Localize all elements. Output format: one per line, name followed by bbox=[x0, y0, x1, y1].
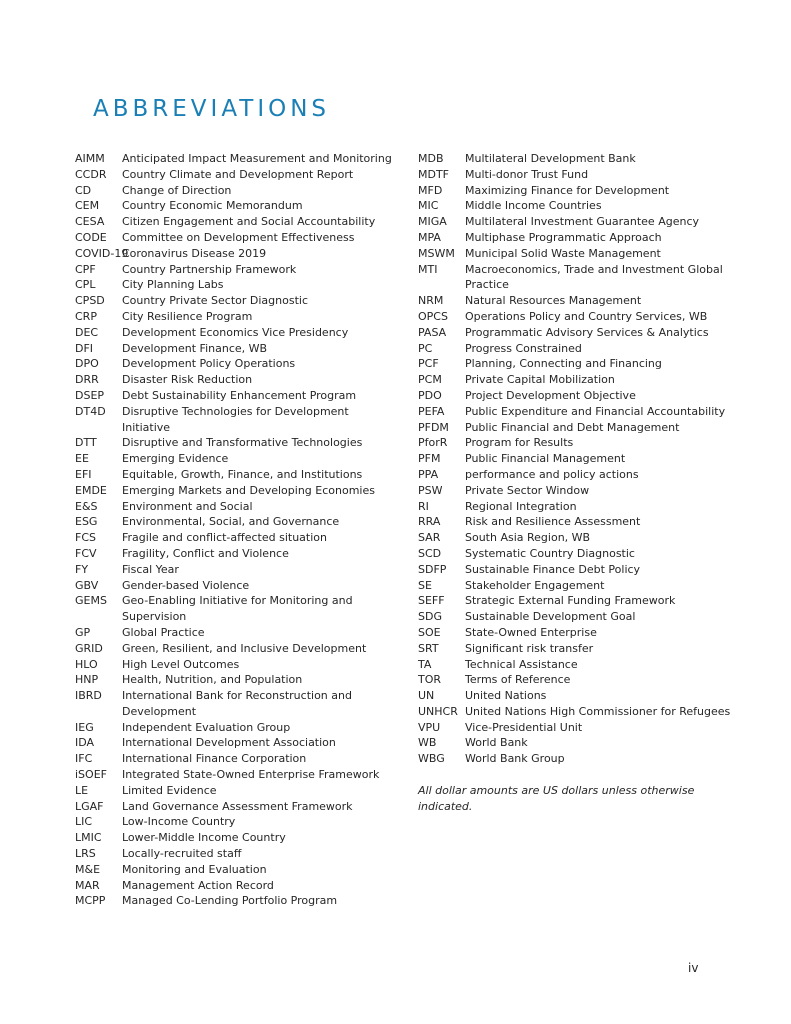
abbreviation-definition: Stakeholder Engagement bbox=[465, 578, 605, 592]
abbreviation-term: IFC bbox=[75, 752, 93, 766]
right-column-entries bbox=[418, 151, 738, 767]
abbreviation-term: GP bbox=[75, 625, 91, 639]
abbreviation-term: NRM bbox=[418, 294, 444, 308]
abbreviation-definition: Private Capital Mobilization bbox=[465, 373, 615, 387]
abbreviation-definition: Program for Results bbox=[465, 436, 574, 450]
abbreviation-entry bbox=[418, 246, 738, 262]
abbreviation-term: PFDM bbox=[418, 420, 449, 434]
abbreviation-definition: Programmatic Advisory Services & Analytics bbox=[465, 325, 709, 339]
abbreviation-entry bbox=[75, 514, 395, 530]
abbreviation-term: DSEP bbox=[75, 388, 105, 402]
abbreviation-term: SAR bbox=[418, 531, 441, 545]
abbreviation-term: MFD bbox=[418, 183, 443, 197]
abbreviation-entry bbox=[75, 735, 395, 751]
abbreviation-term: UNHCR bbox=[418, 704, 458, 718]
abbreviation-definition: Health, Nutrition, and Population bbox=[122, 673, 303, 687]
abbreviation-entry bbox=[75, 862, 395, 878]
abbreviation-term: RRA bbox=[418, 515, 441, 529]
abbreviation-definition: International Finance Corporation bbox=[122, 752, 307, 766]
abbreviation-definition: Development Finance, WB bbox=[122, 341, 268, 355]
abbreviation-definition: World Bank bbox=[465, 736, 528, 750]
abbreviation-definition: Citizen Engagement and Social Accountability bbox=[122, 215, 376, 229]
abbreviation-entry bbox=[75, 372, 395, 388]
abbreviation-definition: South Asia Region, WB bbox=[465, 531, 591, 545]
abbreviation-definition: Significant risk transfer bbox=[465, 641, 594, 655]
abbreviation-definition: State-Owned Enterprise bbox=[465, 625, 597, 639]
abbreviation-definition: Fiscal Year bbox=[122, 562, 179, 576]
abbreviation-definition: Maximizing Finance for Development bbox=[465, 183, 670, 197]
abbreviation-entry bbox=[418, 625, 738, 641]
abbreviation-term: FCV bbox=[75, 546, 97, 560]
abbreviation-definition: Disaster Risk Reduction bbox=[122, 373, 253, 387]
abbreviation-term: EFI bbox=[75, 467, 92, 481]
abbreviation-definition: Terms of Reference bbox=[465, 673, 571, 687]
abbreviation-entry bbox=[418, 167, 738, 183]
abbreviation-definition: Locally-recruited staff bbox=[122, 847, 242, 861]
abbreviation-definition: Sustainable Finance Debt Policy bbox=[465, 562, 641, 576]
abbreviation-entry bbox=[75, 546, 395, 562]
abbreviation-entry bbox=[75, 451, 395, 467]
abbreviation-definition: Disruptive and Transformative Technologies bbox=[122, 436, 363, 450]
abbreviation-definition: Planning, Connecting and Financing bbox=[465, 357, 662, 371]
abbreviation-entry bbox=[418, 404, 738, 420]
abbreviation-definition: Operations Policy and Country Services, WB bbox=[465, 309, 708, 323]
abbreviation-entry bbox=[75, 483, 395, 499]
abbreviation-definition: Gender-based Violence bbox=[122, 578, 250, 592]
abbreviation-definition: Committee on Development Effectiveness bbox=[122, 230, 355, 244]
abbreviation-term: VPU bbox=[418, 720, 441, 734]
abbreviation-entry bbox=[418, 751, 738, 767]
abbreviation-term: FCS bbox=[75, 531, 96, 545]
abbreviation-term: GRID bbox=[75, 641, 103, 655]
abbreviation-term: PSW bbox=[418, 483, 443, 497]
abbreviation-entry bbox=[75, 467, 395, 483]
abbreviation-definition: Limited Evidence bbox=[122, 783, 217, 797]
abbreviation-entry bbox=[418, 341, 738, 357]
abbreviation-term: PCM bbox=[418, 373, 442, 387]
abbreviation-definition: Middle Income Countries bbox=[465, 199, 602, 213]
abbreviation-definition: Management Action Record bbox=[122, 878, 274, 892]
abbreviation-term: EMDE bbox=[75, 483, 107, 497]
abbreviation-definition: World Bank Group bbox=[465, 752, 565, 766]
abbreviation-entry bbox=[418, 657, 738, 673]
abbreviation-definition: City Resilience Program bbox=[122, 309, 253, 323]
abbreviation-definition: Multi-donor Trust Fund bbox=[465, 167, 589, 181]
abbreviation-term: IDA bbox=[75, 736, 95, 750]
abbreviation-term: LE bbox=[75, 783, 89, 797]
abbreviation-definition: City Planning Labs bbox=[122, 278, 224, 292]
abbreviation-term: PC bbox=[418, 341, 433, 355]
abbreviation-term: LGAF bbox=[75, 799, 104, 813]
abbreviation-term: FY bbox=[75, 562, 89, 576]
abbreviation-entry bbox=[75, 893, 395, 909]
abbreviation-definition: Sustainable Development Goal bbox=[465, 610, 636, 624]
abbreviation-term: PEFA bbox=[418, 404, 445, 418]
abbreviation-term: PASA bbox=[418, 325, 447, 339]
abbreviation-entry bbox=[75, 167, 395, 183]
abbreviation-definition: Macroeconomics, Trade and Investment Global Practice bbox=[465, 262, 723, 292]
abbreviation-term: IEG bbox=[75, 720, 94, 734]
abbreviation-term: DT4D bbox=[75, 404, 106, 418]
abbreviation-entry bbox=[418, 198, 738, 214]
abbreviation-term: HLO bbox=[75, 657, 98, 671]
abbreviation-entry bbox=[418, 262, 738, 294]
abbreviation-term: E&S bbox=[75, 499, 98, 513]
abbreviation-entry bbox=[418, 214, 738, 230]
abbreviation-definition: Strategic External Funding Framework bbox=[465, 594, 676, 608]
abbreviation-term: MIC bbox=[418, 199, 439, 213]
abbreviation-term: DRR bbox=[75, 373, 99, 387]
abbreviation-term: TOR bbox=[418, 673, 442, 687]
abbreviation-entry bbox=[75, 641, 395, 657]
abbreviation-definition: Vice-Presidential Unit bbox=[465, 720, 583, 734]
abbreviation-entry bbox=[418, 325, 738, 341]
abbreviation-term: CESA bbox=[75, 215, 105, 229]
abbreviation-entry bbox=[418, 514, 738, 530]
abbreviation-definition: United Nations bbox=[465, 689, 547, 703]
abbreviation-definition: Development Economics Vice Presidency bbox=[122, 325, 349, 339]
abbreviation-definition: Geo-Enabling Initiative for Monitoring and Supervision bbox=[122, 594, 353, 624]
abbreviation-entry bbox=[418, 151, 738, 167]
abbreviation-definition: Country Economic Memorandum bbox=[122, 199, 303, 213]
abbreviation-term: GBV bbox=[75, 578, 99, 592]
abbreviation-entry bbox=[75, 830, 395, 846]
abbreviation-term: CRP bbox=[75, 309, 97, 323]
abbreviation-term: PCF bbox=[418, 357, 439, 371]
abbreviation-entry bbox=[75, 183, 395, 199]
abbreviation-entry bbox=[75, 246, 395, 262]
abbreviations-left-column bbox=[75, 151, 395, 909]
abbreviation-entry bbox=[75, 625, 395, 641]
abbreviation-entry bbox=[75, 214, 395, 230]
abbreviation-definition: Public Financial Management bbox=[465, 452, 626, 466]
abbreviation-term: CCDR bbox=[75, 167, 107, 181]
abbreviation-entry bbox=[418, 562, 738, 578]
abbreviation-term: SE bbox=[418, 578, 432, 592]
abbreviation-entry bbox=[418, 546, 738, 562]
abbreviation-entry bbox=[75, 499, 395, 515]
abbreviation-definition: performance and policy actions bbox=[465, 467, 639, 481]
abbreviation-definition: Environment and Social bbox=[122, 499, 253, 513]
abbreviation-term: HNP bbox=[75, 673, 99, 687]
abbreviation-definition: Low-Income Country bbox=[122, 815, 236, 829]
abbreviation-term: RI bbox=[418, 499, 429, 513]
abbreviation-definition: United Nations High Commissioner for Refugees bbox=[465, 704, 731, 718]
page-title: ABBREVIATIONS bbox=[93, 96, 331, 122]
abbreviation-term: PFM bbox=[418, 452, 441, 466]
abbreviation-definition: Managed Co-Lending Portfolio Program bbox=[122, 894, 338, 908]
abbreviation-term: DTT bbox=[75, 436, 97, 450]
abbreviation-entry bbox=[418, 499, 738, 515]
abbreviation-definition: Multiphase Programmatic Approach bbox=[465, 230, 662, 244]
abbreviation-term: LRS bbox=[75, 847, 96, 861]
abbreviation-entry bbox=[75, 309, 395, 325]
abbreviation-entry bbox=[75, 657, 395, 673]
abbreviation-entry bbox=[75, 578, 395, 594]
abbreviation-term: MDTF bbox=[418, 167, 450, 181]
abbreviation-term: DPO bbox=[75, 357, 99, 371]
abbreviation-definition: Global Practice bbox=[122, 625, 205, 639]
abbreviation-entry bbox=[418, 483, 738, 499]
abbreviation-definition: Regional Integration bbox=[465, 499, 577, 513]
abbreviation-definition: Risk and Resilience Assessment bbox=[465, 515, 641, 529]
abbreviation-term: MCPP bbox=[75, 894, 106, 908]
abbreviation-entry bbox=[75, 293, 395, 309]
abbreviation-entry bbox=[75, 878, 395, 894]
currency-note: All dollar amounts are US dollars unless otherwise indicated. bbox=[418, 784, 695, 813]
abbreviation-term: CEM bbox=[75, 199, 100, 213]
abbreviations-right-column bbox=[418, 151, 738, 815]
abbreviation-entry bbox=[75, 593, 395, 625]
abbreviation-entry bbox=[418, 230, 738, 246]
abbreviation-definition: Equitable, Growth, Finance, and Institutions bbox=[122, 467, 363, 481]
abbreviation-definition: Systematic Country Diagnostic bbox=[465, 546, 635, 560]
abbreviation-term: WB bbox=[418, 736, 437, 750]
abbreviation-entry bbox=[75, 404, 395, 436]
abbreviation-term: OPCS bbox=[418, 309, 448, 323]
abbreviation-entry bbox=[75, 230, 395, 246]
abbreviation-definition: Country Partnership Framework bbox=[122, 262, 297, 276]
abbreviation-term: WBG bbox=[418, 752, 445, 766]
abbreviation-term: SOE bbox=[418, 625, 441, 639]
abbreviation-term: iSOEF bbox=[75, 768, 107, 782]
abbreviation-term: EE bbox=[75, 452, 89, 466]
abbreviation-definition: Fragility, Conflict and Violence bbox=[122, 546, 289, 560]
abbreviation-term: SRT bbox=[418, 641, 439, 655]
abbreviation-entry bbox=[75, 262, 395, 278]
abbreviation-definition: Green, Resilient, and Inclusive Development bbox=[122, 641, 367, 655]
abbreviation-definition: Multilateral Investment Guarantee Agency bbox=[465, 215, 700, 229]
abbreviation-term: CODE bbox=[75, 230, 107, 244]
abbreviation-definition: Coronavirus Disease 2019 bbox=[122, 246, 267, 260]
abbreviation-term: MIGA bbox=[418, 215, 447, 229]
abbreviation-entry bbox=[75, 814, 395, 830]
abbreviation-definition: Environmental, Social, and Governance bbox=[122, 515, 340, 529]
abbreviation-entry bbox=[418, 578, 738, 594]
abbreviation-entry bbox=[418, 467, 738, 483]
abbreviation-definition: Independent Evaluation Group bbox=[122, 720, 291, 734]
abbreviation-definition: Country Private Sector Diagnostic bbox=[122, 294, 309, 308]
abbreviation-definition: Change of Direction bbox=[122, 183, 232, 197]
abbreviation-entry bbox=[418, 435, 738, 451]
abbreviation-term: SEFF bbox=[418, 594, 445, 608]
abbreviation-entry bbox=[75, 767, 395, 783]
abbreviation-entry bbox=[75, 672, 395, 688]
abbreviation-entry bbox=[418, 293, 738, 309]
abbreviation-term: TA bbox=[418, 657, 432, 671]
abbreviation-entry bbox=[75, 151, 395, 167]
abbreviation-entry bbox=[75, 530, 395, 546]
abbreviation-entry bbox=[75, 720, 395, 736]
abbreviation-term: PDO bbox=[418, 388, 442, 402]
abbreviation-term: CPL bbox=[75, 278, 96, 292]
abbreviation-entry bbox=[75, 198, 395, 214]
abbreviation-definition: Monitoring and Evaluation bbox=[122, 862, 267, 876]
page-number: iv bbox=[688, 961, 699, 975]
abbreviation-definition: Emerging Markets and Developing Economies bbox=[122, 483, 375, 497]
abbreviation-term: PPA bbox=[418, 467, 439, 481]
abbreviation-term: DFI bbox=[75, 341, 94, 355]
abbreviation-entry bbox=[418, 688, 738, 704]
abbreviation-entry bbox=[75, 799, 395, 815]
abbreviation-term: AIMM bbox=[75, 152, 105, 165]
abbreviation-definition: Private Sector Window bbox=[465, 483, 590, 497]
abbreviation-definition: International Bank for Reconstruction and Development bbox=[122, 689, 352, 718]
abbreviation-term: CD bbox=[75, 183, 92, 197]
abbreviation-term: LMIC bbox=[75, 831, 102, 845]
abbreviation-entry bbox=[75, 341, 395, 357]
abbreviation-definition: Public Expenditure and Financial Accountability bbox=[465, 404, 726, 418]
abbreviation-definition: Technical Assistance bbox=[465, 657, 578, 671]
abbreviation-term: SDG bbox=[418, 610, 442, 624]
abbreviation-term: LIC bbox=[75, 815, 93, 829]
abbreviation-term: PforR bbox=[418, 436, 448, 450]
abbreviation-entry bbox=[418, 720, 738, 736]
abbreviation-term: SCD bbox=[418, 546, 442, 560]
abbreviation-definition: Land Governance Assessment Framework bbox=[122, 799, 353, 813]
abbreviation-definition: Progress Constrained bbox=[465, 341, 582, 355]
abbreviation-entry bbox=[418, 356, 738, 372]
abbreviation-term: MTI bbox=[418, 262, 438, 276]
abbreviation-term: DEC bbox=[75, 325, 99, 339]
abbreviation-entry bbox=[418, 530, 738, 546]
abbreviation-definition: Multilateral Development Bank bbox=[465, 152, 636, 165]
abbreviation-term: MPA bbox=[418, 230, 441, 244]
abbreviation-entry bbox=[418, 672, 738, 688]
abbreviation-definition: Project Development Objective bbox=[465, 388, 636, 402]
abbreviation-entry bbox=[75, 846, 395, 862]
abbreviation-entry bbox=[75, 435, 395, 451]
abbreviation-term: UN bbox=[418, 689, 435, 703]
abbreviation-definition: Municipal Solid Waste Management bbox=[465, 246, 661, 260]
abbreviation-definition: Integrated State-Owned Enterprise Framework bbox=[122, 768, 380, 782]
abbreviation-definition: Public Financial and Debt Management bbox=[465, 420, 680, 434]
abbreviation-definition: Development Policy Operations bbox=[122, 357, 296, 371]
abbreviation-definition: Lower-Middle Income Country bbox=[122, 831, 286, 845]
abbreviation-entry bbox=[418, 309, 738, 325]
abbreviation-entry bbox=[418, 388, 738, 404]
abbreviation-entry bbox=[75, 688, 395, 720]
abbreviation-term: MSWM bbox=[418, 246, 455, 260]
abbreviation-term: COVID-19 bbox=[75, 246, 129, 260]
abbreviation-entry bbox=[75, 751, 395, 767]
abbreviation-term: SDFP bbox=[418, 562, 447, 576]
abbreviation-entry bbox=[418, 641, 738, 657]
abbreviation-term: MDB bbox=[418, 152, 444, 165]
abbreviation-entry bbox=[418, 372, 738, 388]
abbreviation-definition: Anticipated Impact Measurement and Monitoring bbox=[122, 152, 392, 165]
abbreviation-term: ESG bbox=[75, 515, 98, 529]
abbreviation-entry bbox=[75, 277, 395, 293]
abbreviation-definition: Natural Resources Management bbox=[465, 294, 642, 308]
abbreviation-entry bbox=[75, 388, 395, 404]
abbreviation-entry bbox=[75, 783, 395, 799]
abbreviation-entry bbox=[418, 704, 738, 720]
abbreviation-definition: Debt Sustainability Enhancement Program bbox=[122, 388, 357, 402]
abbreviation-entry bbox=[75, 356, 395, 372]
abbreviation-entry bbox=[418, 183, 738, 199]
abbreviation-definition: Country Climate and Development Report bbox=[122, 167, 354, 181]
abbreviation-definition: International Development Association bbox=[122, 736, 336, 750]
abbreviation-entry bbox=[418, 735, 738, 751]
abbreviation-entry bbox=[75, 325, 395, 341]
abbreviation-term: GEMS bbox=[75, 594, 107, 608]
abbreviation-entry bbox=[75, 562, 395, 578]
abbreviation-term: CPSD bbox=[75, 294, 105, 308]
abbreviation-term: CPF bbox=[75, 262, 96, 276]
abbreviation-definition: Fragile and conflict-affected situation bbox=[122, 531, 327, 545]
abbreviation-term: IBRD bbox=[75, 689, 102, 703]
abbreviation-entry bbox=[418, 593, 738, 609]
abbreviation-definition: High Level Outcomes bbox=[122, 657, 240, 671]
abbreviation-entry bbox=[418, 609, 738, 625]
abbreviation-term: M&E bbox=[75, 862, 101, 876]
abbreviation-entry bbox=[418, 420, 738, 436]
abbreviation-definition: Disruptive Technologies for Development Initiative bbox=[122, 404, 349, 434]
abbreviation-entry bbox=[418, 451, 738, 467]
abbreviation-definition: Emerging Evidence bbox=[122, 452, 229, 466]
abbreviation-term: MAR bbox=[75, 878, 100, 892]
